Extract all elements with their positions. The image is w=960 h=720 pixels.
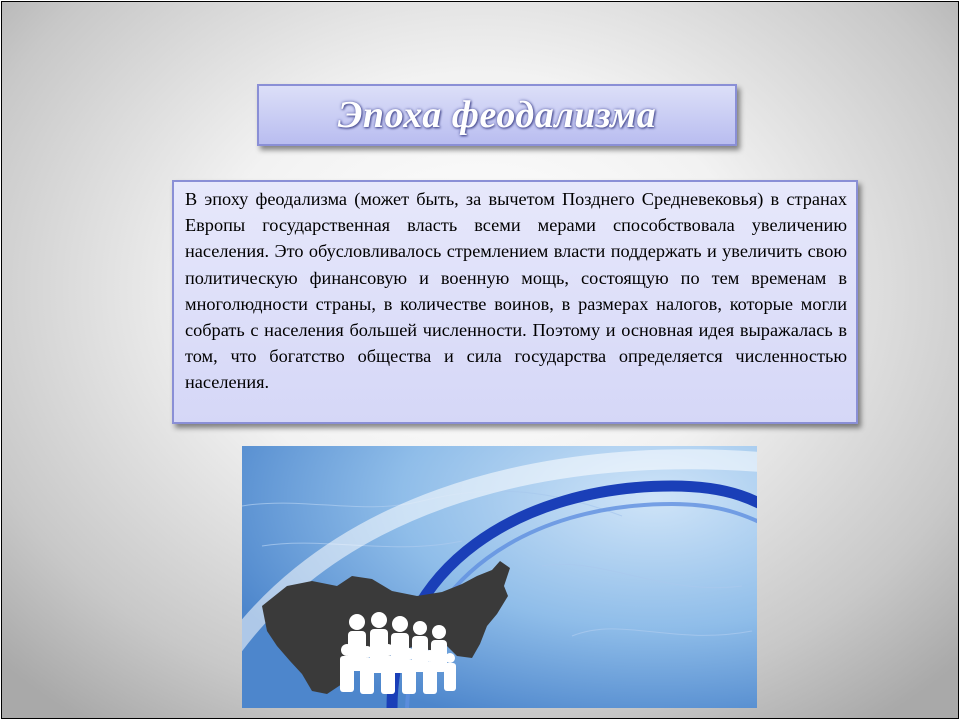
body-text: В эпоху феодализма (может быть, за вычетом Позднего Средневековья) в странах Европы государственная власть всеми мерами способствовала увеличению населения. Это обусловливалось стремлением власти поддержать и увеличить свою политическую финансовую и военную мощь, состоящую по тем временам в многолюдности страны, в количестве воинов, в размерах налогов, которые могли собрать с населения большей численности. Поэтому и основная идея выражалась в том, что богатство общества и сила государства определяется численностью населения. [185,189,847,393]
body-text-box [172,180,858,424]
illustration-svg [242,446,757,708]
slide-title: Эпоха феодализма [337,94,657,136]
population-illustration [242,446,757,708]
slide [1,1,959,719]
title-box [257,84,737,146]
